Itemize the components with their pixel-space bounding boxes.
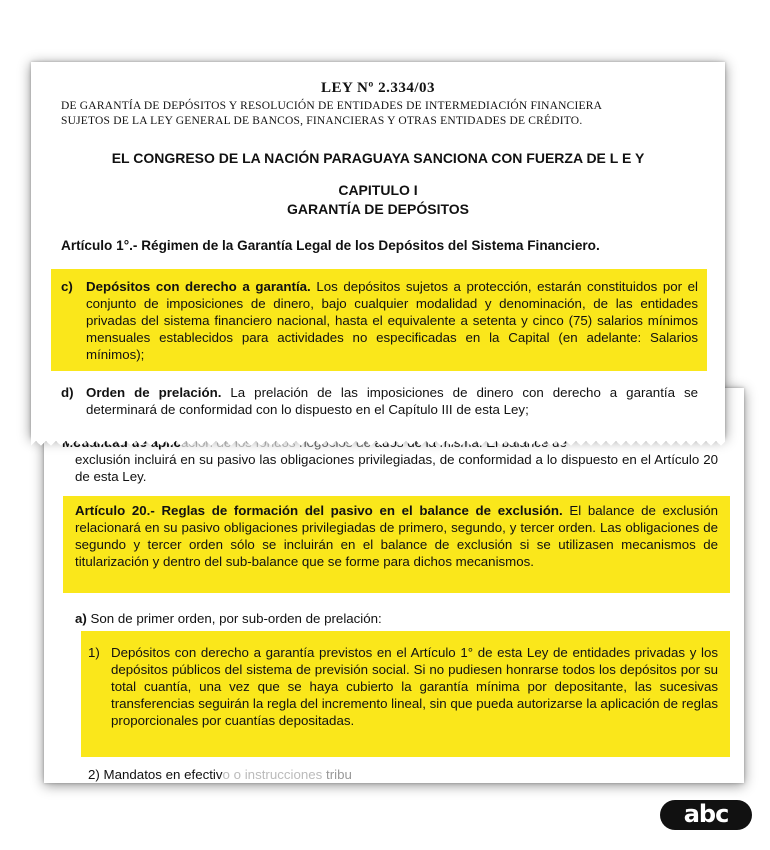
item-d-paragraph <box>86 384 698 418</box>
article-20-text: El balance de exclusión relacionará en su pasivo obligaciones privilegiadas de primero, segundo, y tercer orden. Las obligaciones de segundo y tercer orden sólo se incluirán en el balance de exclusión si se utilizasen mecanismos de titularización y dentro del sub-balance que se forme para dichos mecanismos. <box>75 503 718 569</box>
item-a-marker: a) <box>75 611 87 626</box>
item-a-paragraph <box>75 610 718 627</box>
law-subtitle-line-2: SUJETOS DE LA LEY GENERAL DE BANCOS, FINANCIERAS Y OTRAS ENTIDADES DE CRÉDITO. <box>61 115 583 127</box>
chapter-number: CAPITULO I <box>338 182 418 198</box>
item-c-title: Depósitos con derecho a garantía. <box>86 279 311 294</box>
law-title: LEY Nº 2.334/03 <box>321 80 435 96</box>
item-c-paragraph <box>86 278 698 363</box>
item-2-marker: 2) <box>88 767 100 782</box>
item-c-text: Los depósitos sujetos a protección, estarán constituidos por el conjunto de imposiciones de dinero, bajo cualquier modalidad y denominación, de las entidades privadas del sistema financiero nacional, hasta el equivalente a setenta y cinco (75) salarios mínimos mensuales establecidos para actividades no especificadas en la Capital (en adelante: Salarios mínimos); <box>86 279 698 362</box>
item-c-marker: c) <box>61 279 73 294</box>
item-d-text: La prelación de las imposiciones de dinero con derecho a garantía se determinará de conformidad con lo dispuesto en el Capítulo III de esta Ley; <box>86 385 698 417</box>
abc-logo: abc <box>660 800 752 830</box>
item-a-text: Son de primer orden, por sub-orden de prelación: <box>86 611 382 626</box>
chapter-title: GARANTÍA DE DEPÓSITOS <box>286 201 470 217</box>
partial-continuation-text: exclusión incluirá en su pasivo las obligaciones privilegiadas, de conformidad a lo dispuesto en el Artículo 20 de esta Ley. <box>75 452 718 484</box>
item-2-partial <box>88 766 352 783</box>
article-20-title: Artículo 20.- Reglas de formación del pasivo en el balance de exclusión. <box>75 503 563 518</box>
item-d-marker: d) <box>61 385 74 400</box>
item-1-text: Depósitos con derecho a garantía previstos en el Artículo 1° de esta Ley de entidades privadas y los depósitos públicos del sistema de previsión social. Si no pudiesen honrarse todos los depósitos por su total cuantía, una vez que se haya cubierto la garantía mínima por depositante, las sucesivas transferencias seguirán la regla del incremento lineal, sin que pueda autorizarse la aplicación de reglas proporcionales por cuantías depositadas. <box>111 645 718 728</box>
congress-statement: EL CONGRESO DE LA NACIÓN PARAGUAYA SANCIONA CON FUERZA DE L E Y <box>111 150 645 166</box>
article-1-heading: Artículo 1°.- Régimen de la Garantía Legal de los Depósitos del Sistema Financiero. <box>61 238 600 253</box>
item-2-text: Mandatos en efectiv <box>103 767 223 782</box>
article-20-paragraph <box>75 502 718 570</box>
item-2-tail: tribu <box>322 767 352 782</box>
document-sheet-back <box>44 388 744 783</box>
item-1-marker: 1) <box>88 645 100 660</box>
document-sheet-front <box>31 62 725 438</box>
item-2-ghost: o o instrucciones <box>222 767 323 782</box>
item-d-title: Orden de prelación. <box>86 385 222 400</box>
law-subtitle-line-1: DE GARANTÍA DE DEPÓSITOS Y RESOLUCIÓN DE ENTIDADES DE INTERMEDIACIÓN FINANCIERA <box>61 100 603 112</box>
